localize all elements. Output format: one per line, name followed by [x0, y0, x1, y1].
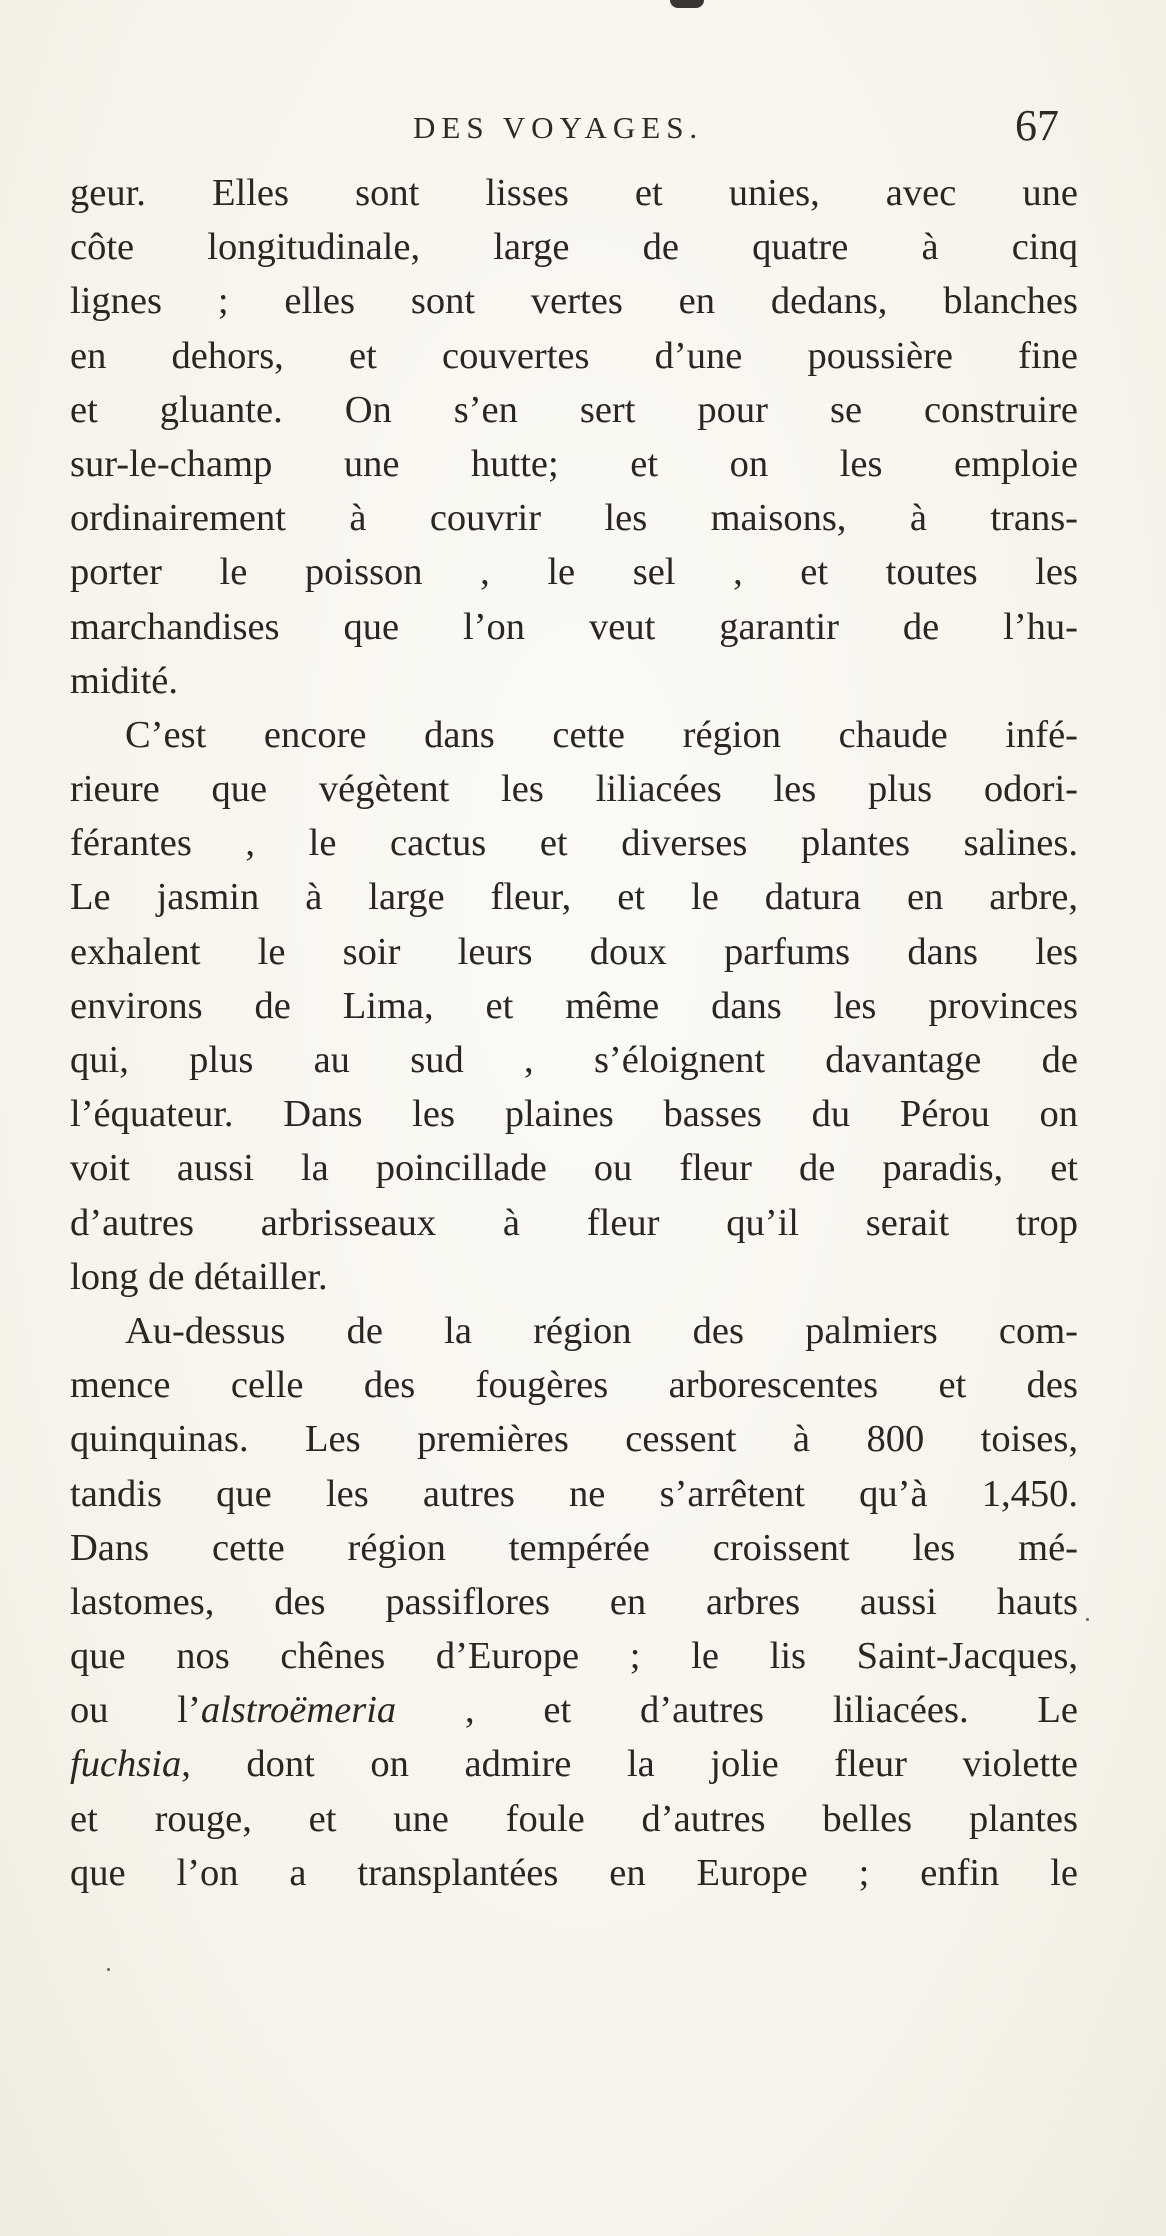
text-line — [70, 762, 1078, 816]
ink-speck — [1086, 1618, 1089, 1621]
page-edge-mark — [670, 0, 704, 8]
text-line — [70, 979, 1078, 1033]
text-segment: voit aussi la poincillade ou fleur de paradis, et — [70, 1147, 1078, 1190]
text-line — [70, 1467, 1078, 1521]
text-line — [70, 1737, 1078, 1791]
text-line — [70, 166, 1078, 220]
text-line — [70, 1575, 1078, 1629]
text-segment: qui, plus au sud , s’éloignent davantage de — [70, 1039, 1078, 1081]
text-line — [70, 1196, 1078, 1250]
text-segment: côte longitudinale, large de quatre à cinq — [70, 226, 1078, 269]
text-line — [70, 1629, 1078, 1683]
text-segment: et gluante. On s’en sert pour se construire — [70, 388, 1078, 431]
text-segment: ou l’ — [70, 1689, 201, 1732]
text-segment: tandis que les autres ne s’arrêtent qu’à 1,450. — [70, 1472, 1078, 1515]
italic-term: alstroëmeria — [200, 1689, 397, 1732]
text-line — [70, 870, 1078, 924]
text-segment: , dont on admire la jolie fleur violette — [181, 1743, 1078, 1786]
italic-term: fuchsia — [70, 1743, 182, 1786]
text-segment: Au-dessus de la région des palmiers com- — [125, 1309, 1078, 1352]
text-segment: Dans cette région tempérée croissent les mé- — [70, 1526, 1078, 1569]
text-segment: ordinairement à couvrir les maisons, à trans- — [70, 497, 1078, 540]
text-segment: rieure que végètent les liliacées les plus odori- — [70, 768, 1078, 811]
text-segment: que l’on a transplantées en Europe ; enfin le — [70, 1851, 1078, 1894]
text-line — [70, 1304, 1078, 1358]
page-header — [0, 100, 1166, 160]
text-segment: sur-le-champ une hutte; et on les emploie — [70, 442, 1078, 485]
text-line — [70, 1250, 1078, 1304]
text-line — [70, 1792, 1078, 1846]
text-line — [70, 437, 1078, 491]
text-segment: lignes ; elles sont vertes en dedans, blanches — [70, 280, 1078, 323]
text-line — [70, 545, 1078, 599]
text-line — [70, 654, 1078, 708]
text-line — [70, 329, 1078, 383]
text-segment: l’équateur. Dans les plaines basses du Pérou on — [70, 1093, 1078, 1136]
text-segment: d’autres arbrisseaux à fleur qu’il serait trop — [70, 1201, 1078, 1244]
text-line — [70, 1412, 1078, 1466]
text-line — [70, 1358, 1078, 1412]
text-segment: quinquinas. Les premières cessent à 800 toises, — [70, 1418, 1078, 1461]
text-line — [70, 600, 1078, 654]
page-number: 67 — [1015, 101, 1059, 150]
text-line — [70, 1087, 1078, 1141]
text-line — [70, 708, 1078, 762]
text-segment: marchandises que l’on veut garantir de l’hu- — [70, 605, 1078, 648]
text-segment: long de détailler. — [70, 1255, 328, 1298]
text-segment: , et d’autres liliacées. Le — [396, 1689, 1078, 1732]
text-segment: midité. — [70, 659, 178, 702]
text-line — [70, 1846, 1078, 1900]
text-line — [70, 1033, 1078, 1087]
text-line — [70, 491, 1078, 545]
text-line — [70, 220, 1078, 274]
text-line — [70, 1683, 1078, 1737]
text-segment: environs de Lima, et même dans les provinces — [70, 984, 1078, 1027]
text-segment: geur. Elles sont lisses et unies, avec une — [70, 172, 1078, 214]
running-title: DES VOYAGES. — [413, 110, 704, 145]
text-segment: Le jasmin à large fleur, et le datura en arbre, — [70, 876, 1078, 919]
text-line — [70, 1521, 1078, 1575]
text-segment: et rouge, et une foule d’autres belles plantes — [70, 1797, 1078, 1840]
text-segment: exhalent le soir leurs doux parfums dans les — [70, 930, 1078, 973]
body-text — [70, 166, 1078, 1900]
ink-speck — [107, 1968, 110, 1971]
text-segment: que nos chênes d’Europe ; le lis Saint-Jacques, — [70, 1635, 1078, 1678]
text-segment: en dehors, et couvertes d’une poussière fine — [70, 334, 1078, 377]
text-line — [70, 274, 1078, 328]
text-line — [70, 1141, 1078, 1195]
text-segment: C’est encore dans cette région chaude infé- — [125, 713, 1078, 756]
text-line — [70, 816, 1078, 870]
text-segment: lastomes, des passiflores en arbres aussi hauts — [70, 1580, 1078, 1623]
text-segment: mence celle des fougères arborescentes et des — [70, 1364, 1078, 1407]
text-line — [70, 383, 1078, 437]
text-line — [70, 925, 1078, 979]
text-segment: porter le poisson , le sel , et toutes les — [70, 551, 1078, 594]
text-segment: férantes , le cactus et diverses plantes salines. — [70, 822, 1078, 865]
